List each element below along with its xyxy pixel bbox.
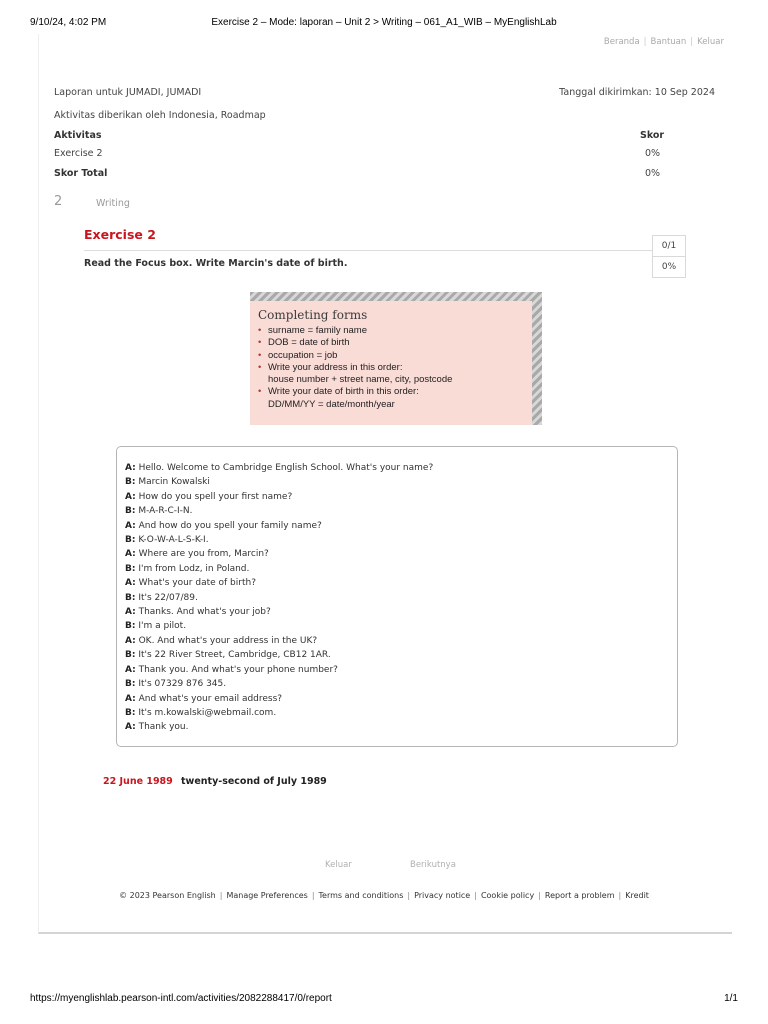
- speaker-label: A:: [125, 607, 136, 618]
- dialogue-line: [125, 461, 669, 475]
- dialogue-text: OK. And what's your address in the UK?: [135, 635, 318, 646]
- logout-link[interactable]: Keluar: [697, 37, 724, 47]
- focus-item: [258, 325, 524, 337]
- dialogue-box: [116, 446, 678, 747]
- dialogue-text: Where are you from, Marcin?: [135, 549, 269, 560]
- score-percent: 0%: [661, 262, 677, 272]
- dialogue-text: It's 22/07/89.: [135, 592, 198, 603]
- dialogue-line: [125, 475, 669, 489]
- dialogue-text: M-A-R-C-I-N.: [135, 506, 193, 517]
- footer-links: [0, 891, 768, 900]
- student-answer: 22 June 1989: [103, 776, 173, 787]
- dialogue-line: [125, 591, 669, 605]
- print-page-number: 1/1: [724, 993, 738, 1004]
- dialogue-line: [125, 720, 669, 734]
- speaker-label: A:: [125, 491, 136, 502]
- credits-link[interactable]: Kredit: [625, 891, 649, 900]
- focus-item: [258, 350, 524, 362]
- focus-item-subtext: house number + street name, city, postcode: [268, 374, 453, 386]
- separator: |: [538, 891, 541, 900]
- copyright-text: © 2023 Pearson English: [119, 891, 216, 900]
- speaker-label: A:: [125, 549, 136, 560]
- speaker-label: A:: [125, 463, 136, 473]
- activity-name: Exercise 2: [54, 148, 103, 159]
- speaker-label: B:: [125, 679, 136, 690]
- section-number: 2: [54, 194, 63, 209]
- dialogue-line: [125, 547, 669, 561]
- focus-item: [258, 362, 524, 387]
- privacy-link[interactable]: Privacy notice: [414, 891, 471, 900]
- focus-item-text: surname = family name: [268, 325, 367, 336]
- separator: |: [618, 891, 622, 900]
- print-footer: [30, 993, 738, 1007]
- dialogue-line: [125, 576, 669, 590]
- print-header: [30, 17, 738, 31]
- dialogue-line: [125, 504, 669, 518]
- dialogue-text: Thank you. And what's your phone number?: [135, 664, 338, 675]
- section-label: Writing: [96, 198, 130, 209]
- score-box: [652, 235, 686, 278]
- dialogue-text: Marcin Kowalski: [135, 477, 210, 488]
- quit-button[interactable]: Keluar: [325, 860, 352, 870]
- focus-item-text: Write your date of birth in this order:: [268, 386, 419, 398]
- print-url: https://myenglishlab.pearson-intl.com/activities/2082288417/0/report: [30, 993, 332, 1004]
- correct-answer: twenty-second of July 1989: [181, 776, 327, 787]
- report-problem-link[interactable]: Report a problem: [544, 891, 615, 900]
- dialogue-text: And how do you spell your family name?: [135, 520, 322, 531]
- dialogue-line: [125, 605, 669, 619]
- dialogue-line: [125, 663, 669, 677]
- help-link[interactable]: Bantuan: [650, 37, 687, 47]
- total-score-label: Skor Total: [54, 168, 108, 179]
- dialogue-line: [125, 562, 669, 576]
- dialogue-text: Hello. Welcome to Cambridge English School. What's your name?: [135, 463, 434, 473]
- speaker-label: A:: [125, 722, 136, 733]
- report-for-label: Laporan untuk JUMADI, JUMADI: [54, 87, 202, 98]
- focus-item-text: occupation = job: [268, 349, 338, 361]
- dialogue-text: What's your date of birth?: [135, 578, 256, 589]
- separator: |: [219, 891, 223, 900]
- total-score-value: 0%: [645, 168, 661, 179]
- given-by-label: Aktivitas diberikan oleh Indonesia, Roadmap: [54, 110, 266, 121]
- separator: |: [474, 891, 477, 900]
- separator: |: [643, 37, 647, 47]
- exercise-instruction: Read the Focus box. Write Marcin's date of birth.: [84, 258, 348, 269]
- divider: [84, 250, 656, 251]
- dialogue-line: [125, 648, 669, 662]
- dialogue-line: [125, 706, 669, 720]
- home-link[interactable]: Beranda: [603, 37, 640, 47]
- dialogue-line: [125, 692, 669, 706]
- dialogue-text: I'm a pilot.: [135, 621, 187, 632]
- activity-score: 0%: [645, 148, 661, 159]
- dialogue-text: And what's your email address?: [135, 693, 283, 704]
- focus-box-content: [250, 301, 532, 425]
- speaker-label: B:: [125, 563, 136, 574]
- focus-box: [250, 292, 542, 425]
- speaker-label: B:: [125, 592, 136, 603]
- dialogue-line: [125, 533, 669, 547]
- dialogue-text: Thanks. And what's your job?: [135, 607, 271, 618]
- cookie-policy-link[interactable]: Cookie policy: [480, 891, 535, 900]
- separator: |: [407, 891, 411, 900]
- speaker-label: A:: [125, 578, 136, 589]
- focus-item-text: DOB = date of birth: [268, 337, 350, 349]
- dialogue-text: It's 22 River Street, Cambridge, CB12 1AR.: [135, 650, 331, 661]
- sent-date: Tanggal dikirimkan: 10 Sep 2024: [559, 87, 715, 98]
- print-title: Exercise 2 – Mode: laporan – Unit 2 > Writing – 061_A1_WIB – MyEnglishLab: [211, 17, 557, 28]
- focus-item-text: Write your address in this order:: [268, 361, 403, 373]
- dialogue-text: Thank you.: [135, 722, 189, 733]
- focus-item: [258, 337, 524, 349]
- dialogue-text: It's m.kowalski@webmail.com.: [135, 707, 277, 718]
- top-nav: [604, 37, 724, 47]
- dialogue-line: [125, 519, 669, 533]
- activity-column-header: Aktivitas: [54, 130, 102, 141]
- speaker-label: B:: [125, 650, 136, 661]
- focus-box-title: Completing forms: [258, 308, 368, 322]
- speaker-label: A:: [125, 693, 136, 704]
- separator: |: [311, 891, 315, 900]
- dialogue-text: I'm from Lodz, in Poland.: [135, 563, 250, 574]
- speaker-label: A:: [125, 635, 136, 646]
- next-button[interactable]: Berikutnya: [410, 860, 456, 870]
- focus-item-subtext: DD/MM/YY = date/month/year: [268, 398, 395, 410]
- print-datetime: 9/10/24, 4:02 PM: [30, 17, 107, 28]
- focus-item: [258, 386, 524, 411]
- dialogue-line: [125, 619, 669, 633]
- dialogue-line: [125, 634, 669, 648]
- speaker-label: B:: [125, 477, 136, 488]
- focus-list: [258, 325, 524, 411]
- dialogue-text: K-O-W-A-L-S-K-I.: [135, 535, 209, 546]
- speaker-label: B:: [125, 535, 136, 546]
- speaker-label: A:: [125, 520, 136, 531]
- manage-preferences-link[interactable]: Manage Preferences: [226, 891, 308, 900]
- dialogue-text: How do you spell your first name?: [135, 491, 293, 502]
- dialogue-line: [125, 490, 669, 504]
- speaker-label: B:: [125, 621, 136, 632]
- speaker-label: B:: [125, 707, 136, 718]
- speaker-label: B:: [125, 506, 136, 517]
- score-column-header: Skor: [640, 130, 665, 141]
- score-points: 0/1: [653, 236, 685, 257]
- terms-link[interactable]: Terms and conditions: [318, 891, 404, 900]
- dialogue-line: [125, 677, 669, 691]
- speaker-label: A:: [125, 664, 136, 675]
- separator: |: [690, 37, 694, 47]
- dialogue-text: It's 07329 876 345.: [135, 679, 227, 690]
- exercise-title: Exercise 2: [84, 227, 156, 242]
